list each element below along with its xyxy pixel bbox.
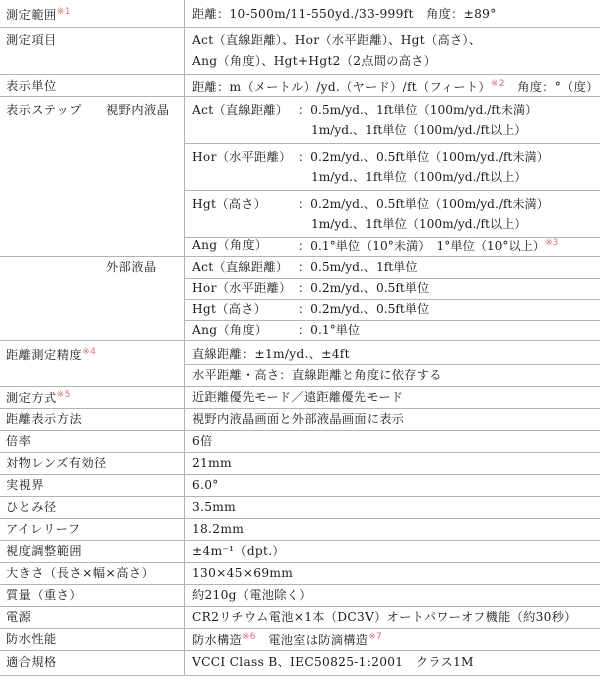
step-divider [184,299,600,300]
row-accuracy [0,340,600,387]
units-note: ※2 [490,79,505,89]
step-internal-act-line-2: 1m/yd.、1ft単位（100m/yd./ft以上） [311,123,527,137]
items-line-2: Ang（角度）、Hgt+Hgt2（2点間の高さ） [192,54,437,68]
accuracy-line-2: 水平距離・高さ：直線距離と角度に依存する [192,368,442,382]
row-eyerelief [0,518,600,541]
row-step [0,96,600,341]
power-label: 電源 [6,610,32,624]
row-pupil [0,496,600,519]
step-internal-hor-name: Hor（水平距離） [192,150,292,164]
column-divider [184,0,185,675]
units-value-tail: 角度：°（度） [504,80,599,95]
items-line-1: Act（直線距離）、Hor（水平距離）、Hgt（高さ）、 [192,33,482,47]
row-method [0,386,600,409]
weight-label: 質量（重さ） [6,588,83,602]
size-label: 大きさ（長さ×幅×高さ） [6,566,155,580]
step-divider [184,278,600,279]
step-divider [184,320,600,321]
row-standards [0,650,600,676]
step-internal-label: 視野内液晶 [106,103,170,117]
standards-label: 適合規格 [6,655,57,669]
standards-value: VCCI Class B、IEC50825-1:2001 クラス1M [192,655,474,669]
units-value: 距離：m（メートル）/yd.（ヤード）/ft（フィート） [192,80,491,95]
step-internal-hor-line-2: 1m/yd.、1ft単位（100m/yd./ft以上） [311,170,527,184]
size-value: 130×45×69mm [192,566,294,580]
step-internal-hgt-name: Hgt（高さ） [192,197,267,211]
row-items [0,27,600,75]
pupil-value: 3.5mm [192,500,236,514]
fov-label: 実視界 [6,478,45,492]
row-magnification [0,430,600,453]
method-label: 測定方式 [6,391,57,406]
accuracy-divider [184,364,600,365]
accuracy-label: 距離測定精度 [6,348,83,363]
eyerelief-label: アイレリーフ [6,522,81,536]
step-external-hgt-value: ：0.2m/yd.、0.5ft単位 [298,302,430,316]
step-internal-ang-note: ※3 [545,238,559,248]
range-label: 測定範囲 [6,8,57,23]
step-external-label: 外部液晶 [106,260,157,274]
range-value: 距離：10-500m/11-550yd./33-999ft 角度：±89° [192,7,497,21]
waterproof-note-a: ※6 [241,632,256,642]
step-external-ang-name: Ang（角度） [192,323,268,337]
method-note: ※5 [56,390,72,400]
step-internal-hor-line-1: ：0.2m/yd.、0.5ft単位（100m/yd./ft未満） [298,150,549,164]
eyerelief-value: 18.2mm [192,522,245,536]
fov-value: 6.0° [192,478,219,492]
range-note: ※1 [56,7,72,17]
units-label: 表示単位 [6,79,57,93]
step-divider [184,143,600,144]
magnification-value: 6倍 [192,434,213,448]
row-weight [0,584,600,607]
row-range [0,0,600,28]
row-display [0,408,600,431]
objective-value: 21mm [192,456,232,470]
row-units [0,74,600,97]
diopter-label: 視度調整範囲 [6,544,83,558]
waterproof-value-b: 電池室は防滴構造 [255,633,369,648]
objective-label: 対物レンズ有効径 [6,456,107,470]
row-diopter [0,540,600,563]
diopter-value: ±4m⁻¹（dpt.） [192,544,285,558]
display-label: 距離表示方法 [6,412,83,426]
magnification-label: 倍率 [6,434,32,448]
step-external-act-name: Act（直線距離） [192,260,289,274]
step-external-ang-value: ：0.1°単位 [298,323,361,337]
step-external-act-value: ：0.5m/yd.、1ft単位 [298,260,418,274]
row-fov [0,474,600,497]
method-value: 近距離優先モード／遠距離優先モード [192,390,404,404]
waterproof-value-a: 防水構造 [192,633,242,648]
row-objective [0,452,600,475]
step-internal-ang-line: ：0.1°単位（10°未満） 1°単位（10°以上） [298,239,546,254]
display-value: 視野内液晶画面と外部液晶画面に表示 [192,412,405,426]
row-size [0,562,600,585]
row-power [0,606,600,629]
step-internal-hgt-line-2: 1m/yd.、1ft単位（100m/yd./ft以上） [311,217,527,231]
weight-value: 約210g（電池除く） [192,588,312,602]
waterproof-note-b: ※7 [368,632,383,642]
row-waterproof [0,628,600,651]
step-external-hor-name: Hor（水平距離） [192,281,292,295]
items-label: 測定項目 [6,33,57,47]
step-external-hgt-name: Hgt（高さ） [192,302,267,316]
accuracy-note: ※4 [82,347,97,357]
step-external-hor-value: ：0.2m/yd.、0.5ft単位 [298,281,430,295]
step-internal-act-name: Act（直線距離） [192,103,289,117]
step-internal-ang-name: Ang（角度） [192,238,268,252]
pupil-label: ひとみ径 [6,500,57,514]
power-value: CR2リチウム電池×1本（DC3V）オートパワーオフ機能（約30秒） [192,610,577,624]
step-internal-act-line-1: ：0.5m/yd.、1ft単位（100m/yd./ft未満） [298,103,538,117]
accuracy-line-1: 直線距離：±1m/yd.、±4ft [192,347,350,361]
waterproof-label: 防水性能 [6,632,57,646]
step-label: 表示ステップ [6,103,82,117]
step-divider [0,256,600,257]
step-internal-hgt-line-1: ：0.2m/yd.、0.5ft単位（100m/yd./ft未満） [298,197,549,211]
step-divider [184,190,600,191]
